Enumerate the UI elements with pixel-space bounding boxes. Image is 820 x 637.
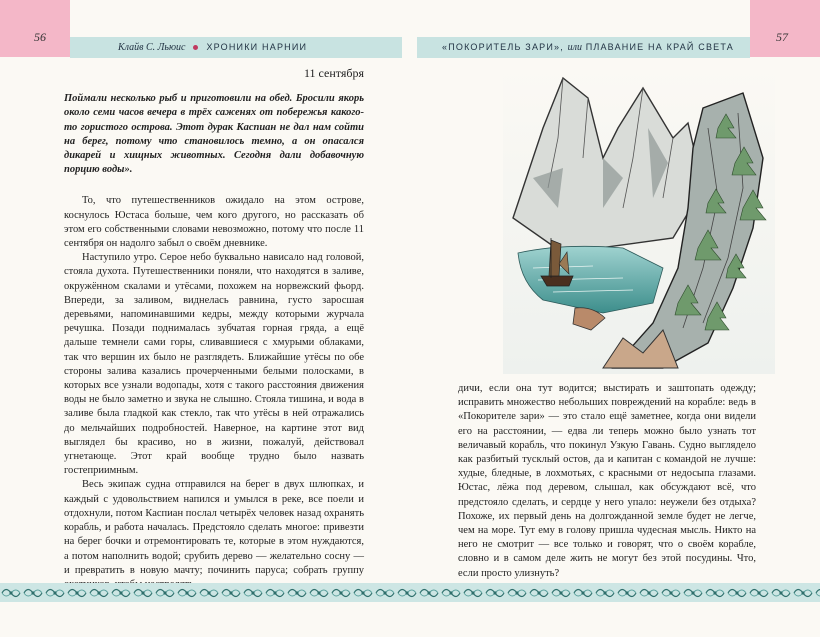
left-page-number: 56 [34, 30, 46, 44]
book-subtitle: ПЛАВАНИЕ НА КРАЙ СВЕТА [585, 42, 734, 52]
paragraph: Весь экипаж судна отправился на берег в двух шлюпках, и каждый с удовольствием напился и умылся в реке, все поели и отдохнули, потом Каспиан послал четырёх человек назад охранять корабль, и работа началась. Предстояло сделать многое: привезти на берег бочки и отремонтировать те, которые в этом нуждаются, а потом наполнить водой; срубить дерево — желательно сосну — и превратить в новую мачту; починить парусa; собрать группу [64, 479, 364, 576]
series-name: ХРОНИКИ НАРНИИ [206, 42, 308, 52]
right-text-column [458, 382, 756, 581]
left-corner-tab [0, 0, 70, 57]
right-page-number: 57 [776, 30, 788, 44]
paragraph: То, что путешественников ожидало на этом острове, коснулось Юстаса больше, чем кого другого, но рассказать об этом его собственными словами невозможно, потому что после 11 сентября он надолго забыл о своём дневнике. [64, 195, 364, 250]
diary-date: 11 сентября [303, 66, 364, 80]
right-running-header [442, 42, 734, 53]
book-title: «ПОКОРИТЕЛЬ ЗАРИ», [442, 42, 564, 52]
paragraph: дичи, если она тут водится; выстирать и заштопать одежду; исправить множество небольших повреждений на корабле: ведь в «Покорителе зари» — это стало ещё заметнее, когда они видели его на расстоянии, — едва ли теперь можно было узнать тот величавый корабль, что покинул Узкую Гавань. Судно выглядело как разбитый тусклый остов, да и капитан с командой не лучше: худые, бледные, в лохмотьях, с красными от недосыпа глазами. Юстас, лёжа под деревом, слышал, как обсуждают всё, что предстояло сделать, и сердце у него упало: неужели без отдыха? Похоже, их первый день на долгожданной земле будет не легче, чем на море. Тут ему в голову пришла чудесная мысль. Никто на него не смотрит — все только и говорят, что о своём корабле, словно и в самом деле жить не могут без этой посудины. Что, если просто улизнуть? [458, 383, 756, 579]
mountain-ship-illustration [503, 68, 775, 374]
bullet-dot-icon [193, 45, 198, 50]
decorative-footer-border [0, 583, 820, 602]
left-text-column [64, 66, 364, 592]
left-running-header [118, 42, 307, 53]
right-corner-tab [750, 0, 820, 57]
author-name: Клайв С. Льюис [118, 42, 186, 53]
paragraph: Наступило утро. Серое небо буквально нависало над головой, стояла духота. Путешественники поняли, что находятся в заливе, окружённом скалами и утёсами, похожем на норвежский фьорд. Впереди, за заливом, виднелась равнина, густо заросшая деревьями, напоминавшими кедры, между которыми журчала речушка. Позади поднималась зубчатая горная гряда, а ещё дальше темнели сами горы, сливавшиеся с хмурыми облаками, так что вершин их было не разглядеть. Ближайшие утёсы по обе стороны залива казались прочерченными белыми полосками, в которых все узнали водопады, хотя с такого расстояния движения воды не было заметно и звука не слышно. Стояла тишина, и вода в заливе была гладкой как стекло, так что утёсы в ней отражались до мельчайших подробностей. Наверное, на картине этот вид выглядел бы красиво, но в жизни, пожалуй, действовал угнетающе. Этот край вообще трудно было назвать гостеприимным. [64, 252, 364, 477]
diary-entry: Поймали несколько рыб и приготовили на обед. Бросили якорь около семи часов вечера в трёх саженях от побережья какого-то гористого островa. Этот дурак Каспиан не дал нам сойти на берег, потому что становилось темно, а он опасался дикарей и хищных животных. Сегодня дали добавочную порцию воды». [64, 93, 364, 176]
book-title-or: или [567, 42, 582, 53]
